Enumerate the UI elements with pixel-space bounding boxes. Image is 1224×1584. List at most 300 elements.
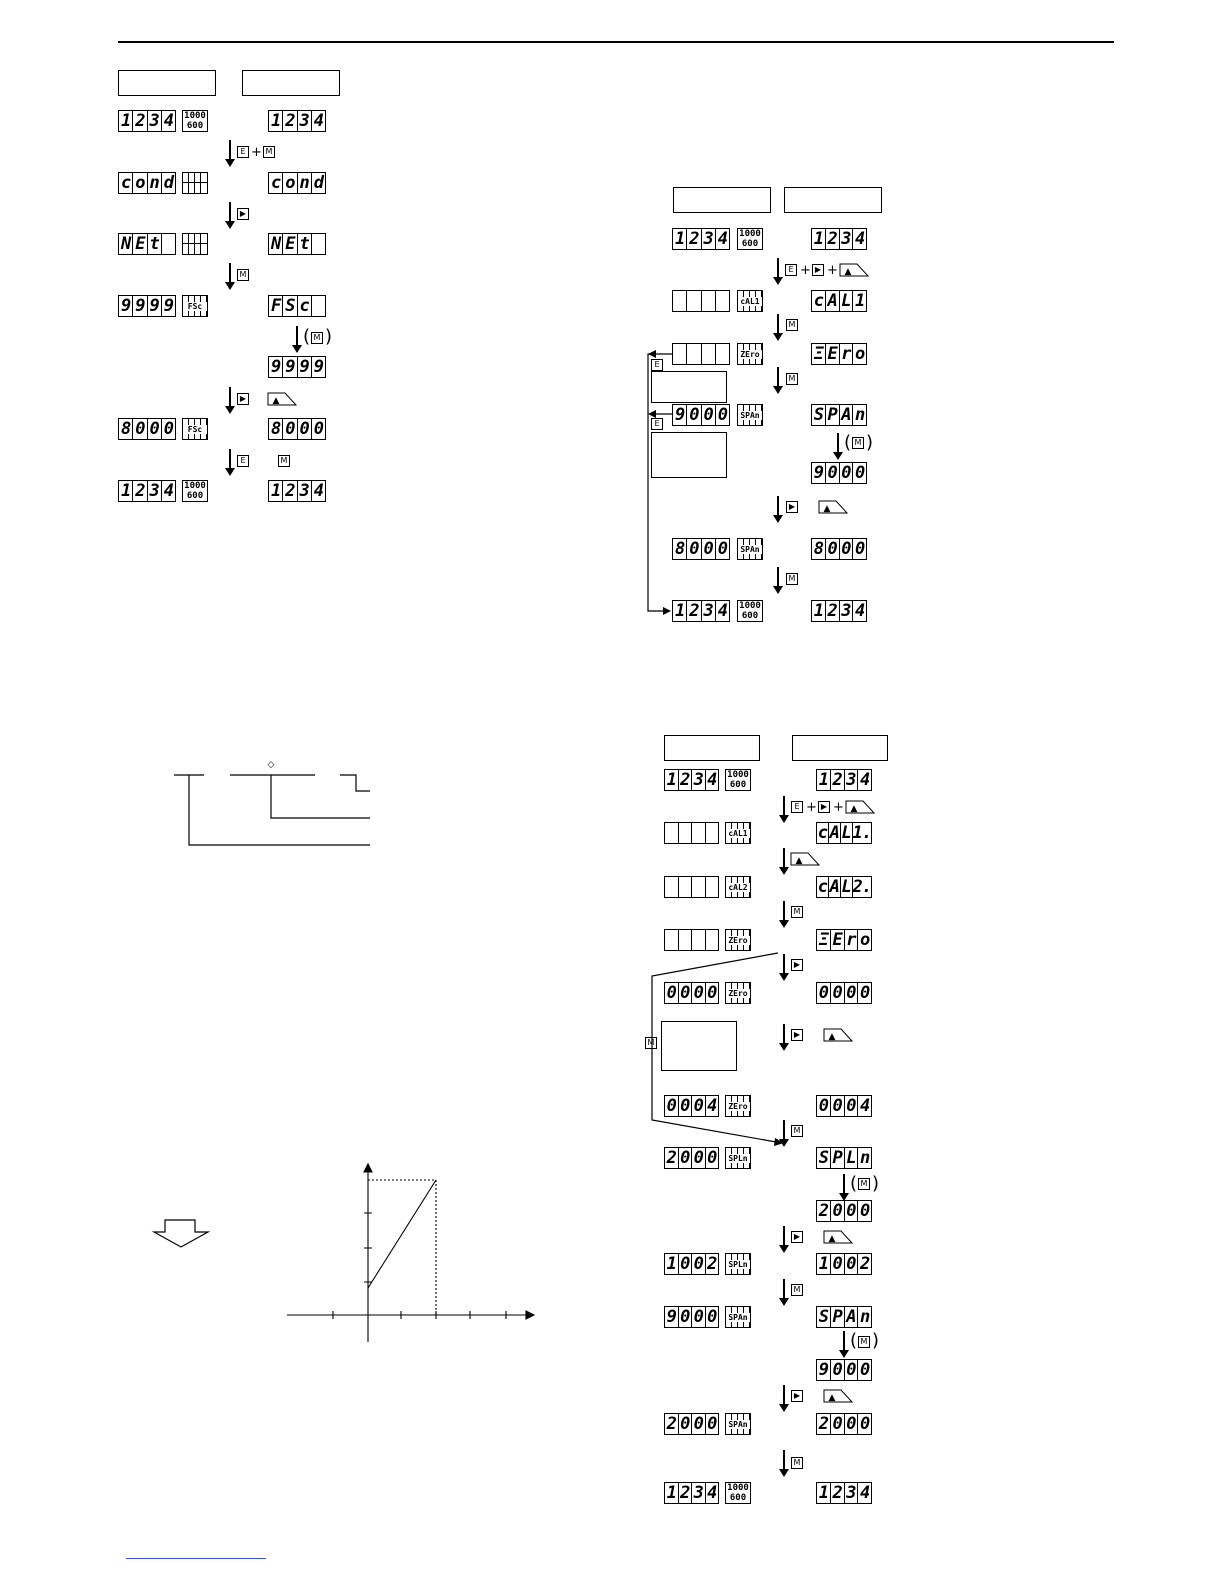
- digit: 0: [678, 983, 692, 1003]
- sub-label: ZEro: [726, 936, 750, 945]
- up-key[interactable]: [790, 852, 820, 866]
- digit: 9: [282, 357, 296, 377]
- mode-key[interactable]: M: [791, 906, 803, 918]
- digit: [686, 344, 700, 364]
- flow-arrow: [783, 848, 785, 868]
- digit: c: [271, 172, 281, 193]
- digit: [691, 823, 705, 843]
- digit: 0: [830, 1254, 844, 1274]
- display-remote: [811, 538, 867, 560]
- digit: 0: [282, 419, 296, 439]
- sub-display-cal: [725, 876, 751, 898]
- digit: E: [282, 234, 296, 254]
- sub-label: SPAn: [738, 545, 762, 554]
- digit: o: [852, 344, 866, 364]
- digit: [665, 930, 678, 950]
- plus-sign: +: [806, 800, 817, 815]
- flow-arrow: [783, 1024, 785, 1044]
- digit: 0: [678, 1414, 692, 1434]
- display-remote: [811, 343, 867, 365]
- digit: 0: [830, 1360, 844, 1380]
- digit: 0: [691, 1414, 705, 1434]
- header-box-left-a: [118, 70, 216, 96]
- sub-label: cAL2: [726, 883, 750, 892]
- mode-key[interactable]: M: [263, 146, 275, 158]
- digit: 4: [715, 601, 729, 621]
- display-main: [118, 172, 176, 194]
- digit: 0: [691, 1254, 705, 1274]
- digit: 0: [691, 983, 705, 1003]
- digit: [673, 291, 686, 311]
- digit: 0: [857, 1201, 871, 1221]
- digit: c: [817, 822, 828, 843]
- enter-key[interactable]: E: [785, 264, 797, 276]
- flow-arrow: [843, 1174, 845, 1194]
- flow-arrow: [777, 496, 779, 516]
- digit: o: [132, 173, 146, 193]
- display-main: [672, 600, 730, 622]
- digit: 0: [132, 419, 146, 439]
- digit: 2: [857, 1254, 871, 1274]
- digit: 2: [830, 770, 844, 790]
- flow-arrow: [296, 326, 298, 346]
- digit: 3: [839, 229, 853, 249]
- digit: 0: [852, 463, 866, 483]
- sub-label: ZEro: [726, 989, 750, 998]
- paren-close: ): [872, 1330, 880, 1351]
- digit: c: [813, 290, 823, 311]
- up-key[interactable]: [267, 392, 297, 406]
- digit: 0: [830, 1096, 844, 1116]
- digit: 0: [666, 982, 676, 1003]
- display-main: [664, 1147, 719, 1169]
- digit: 0: [715, 405, 729, 425]
- display-remote: [816, 769, 872, 791]
- digit: 0: [691, 1148, 705, 1168]
- digit: 0: [701, 539, 715, 559]
- up-key[interactable]: [818, 500, 848, 514]
- sub-display-blank: [182, 172, 208, 194]
- digit: 8: [271, 418, 281, 439]
- mode-key[interactable]: M: [786, 573, 798, 585]
- enter-key[interactable]: E: [651, 418, 663, 430]
- digit: S: [282, 296, 296, 316]
- digit: 0: [311, 419, 325, 439]
- display-main: [664, 876, 719, 898]
- decimal-marker: ◇: [267, 760, 275, 770]
- shift-key[interactable]: ▶: [791, 1390, 803, 1402]
- digit: 1: [666, 769, 676, 790]
- digit: 0: [830, 983, 844, 1003]
- sub-label: FSc: [183, 425, 207, 434]
- digit: F: [271, 295, 281, 316]
- sub-display-dual: 1000 600: [725, 1482, 751, 1504]
- digit: 3: [701, 229, 715, 249]
- digit: 9: [161, 296, 175, 316]
- digit: 0: [857, 983, 871, 1003]
- digit: 2: [705, 1254, 719, 1274]
- display-main: [672, 538, 730, 560]
- display-main: [672, 228, 730, 250]
- mode-key[interactable]: M: [858, 1336, 870, 1348]
- digit: 3: [147, 111, 161, 131]
- digit: n: [147, 173, 161, 193]
- display-main: [664, 1306, 719, 1328]
- mode-key[interactable]: M: [237, 269, 249, 281]
- display-main: [664, 1095, 719, 1117]
- plus-sign: +: [827, 263, 838, 278]
- display-main: [672, 404, 730, 426]
- sub-display-span: [737, 538, 763, 560]
- digit: 3: [701, 601, 715, 621]
- up-key[interactable]: [823, 1230, 853, 1244]
- digit: 4: [161, 481, 175, 501]
- sub-display-zero: [725, 1095, 751, 1117]
- digit: 4: [852, 229, 866, 249]
- up-key[interactable]: [839, 263, 869, 277]
- up-key-label: ▲: [795, 856, 803, 866]
- digit: c: [817, 876, 828, 897]
- digit: 0: [844, 1201, 858, 1221]
- digit: 2: [818, 1413, 828, 1434]
- display-main: [118, 295, 176, 317]
- digit: d: [311, 173, 325, 193]
- digit: A: [829, 876, 839, 897]
- display-remote: [816, 1200, 872, 1222]
- sub-label: cAL1: [738, 297, 762, 306]
- up-key[interactable]: [823, 1028, 853, 1042]
- sub-display-zero: [737, 343, 763, 365]
- display-remote: [816, 1482, 872, 1504]
- digit: 3: [297, 111, 311, 131]
- digit: 9: [121, 295, 131, 316]
- display-remote: [268, 480, 326, 502]
- note-box: [651, 371, 727, 403]
- flow-arrow: [783, 1450, 785, 1470]
- sub-display-spln: [725, 1253, 751, 1275]
- digit: 0: [844, 1096, 858, 1116]
- plus-sign: +: [800, 263, 811, 278]
- digit: [665, 877, 678, 897]
- digit: [673, 344, 686, 364]
- enter-key[interactable]: E: [791, 801, 803, 813]
- digit: [678, 877, 692, 897]
- digit: 0: [818, 1095, 828, 1116]
- digit: 9: [813, 462, 823, 483]
- flow-arrow: [783, 954, 785, 974]
- digit: 2: [686, 229, 700, 249]
- digit: 4: [715, 229, 729, 249]
- flow-arrow: [843, 1331, 845, 1351]
- mode-key[interactable]: M: [791, 1457, 803, 1469]
- digit: 1.: [852, 822, 872, 843]
- up-key[interactable]: [823, 1389, 853, 1403]
- digit: A: [844, 1307, 858, 1327]
- digit: 0: [678, 1148, 692, 1168]
- digit: 0: [825, 463, 839, 483]
- digit: 9: [818, 1359, 828, 1380]
- header-box-right-b: [784, 187, 882, 213]
- digit: S: [818, 1147, 828, 1168]
- digit: P: [825, 405, 839, 425]
- format-bracket: [174, 775, 370, 845]
- digit: [691, 930, 705, 950]
- digit: S: [813, 404, 823, 425]
- display-remote: [816, 1413, 872, 1435]
- digit: [715, 344, 729, 364]
- up-key-label: ▲: [844, 267, 852, 277]
- digit: [691, 877, 705, 897]
- digit: 0: [715, 539, 729, 559]
- digit: 0: [678, 1254, 692, 1274]
- mode-key[interactable]: M: [791, 1284, 803, 1296]
- mode-key[interactable]: M: [311, 332, 323, 344]
- digit: 3: [691, 1483, 705, 1503]
- shift-key[interactable]: ▶: [818, 801, 830, 813]
- digit: 1: [818, 769, 828, 790]
- digit: 4: [705, 770, 719, 790]
- paren-open: (: [850, 1173, 858, 1194]
- display-remote: [816, 1253, 872, 1275]
- digit: 2: [825, 229, 839, 249]
- flow-arrow: [777, 367, 779, 387]
- shift-key[interactable]: ▶: [812, 264, 824, 276]
- sub-display-blank: [182, 233, 208, 255]
- digit: n: [852, 405, 866, 425]
- digit: 0: [705, 1148, 719, 1168]
- enter-key[interactable]: E: [237, 146, 249, 158]
- digit: 9: [147, 296, 161, 316]
- sub-display-dual: 1000 600: [182, 480, 208, 502]
- display-remote: [816, 1306, 872, 1328]
- shift-key[interactable]: ▶: [791, 959, 803, 971]
- top-rule: [118, 41, 1114, 43]
- shift-key[interactable]: ▶: [791, 1029, 803, 1041]
- digit: A: [829, 822, 839, 843]
- mode-key[interactable]: M: [858, 1178, 870, 1190]
- digit: 0: [844, 1360, 858, 1380]
- sub-display-zero: [725, 929, 751, 951]
- digit: 2: [686, 601, 700, 621]
- sub-label: SPLn: [726, 1260, 750, 1269]
- mode-key[interactable]: M: [278, 455, 290, 467]
- digit: 0: [705, 983, 719, 1003]
- digit: 9: [311, 357, 325, 377]
- flow-arrow: [229, 387, 231, 407]
- up-key-label: ▲: [828, 1234, 836, 1244]
- digit: r: [839, 344, 853, 364]
- digit: 2: [666, 1413, 676, 1434]
- sub-label: SPAn: [738, 411, 762, 420]
- sub-display-span: [725, 1306, 751, 1328]
- digit: 4: [857, 770, 871, 790]
- enter-key[interactable]: E: [237, 455, 249, 467]
- display-remote: [816, 929, 872, 951]
- digit: 2: [830, 1483, 844, 1503]
- plus-sign: +: [251, 145, 262, 160]
- digit: L: [841, 822, 851, 843]
- digit: 1: [121, 110, 131, 131]
- digit: 0: [678, 1096, 692, 1116]
- digit: Ξ: [818, 929, 828, 950]
- digit: [701, 344, 715, 364]
- digit: P: [830, 1148, 844, 1168]
- digit: 0: [297, 419, 311, 439]
- digit: 0: [830, 1201, 844, 1221]
- mode-key[interactable]: M: [791, 1125, 803, 1137]
- display-main: [664, 1413, 719, 1435]
- digit: 0: [686, 405, 700, 425]
- digit: [715, 291, 729, 311]
- display-remote: [811, 290, 867, 312]
- enter-key[interactable]: E: [651, 359, 663, 371]
- digit: 1: [852, 291, 866, 311]
- shift-key[interactable]: ▶: [237, 208, 249, 220]
- display-main: [664, 1253, 719, 1275]
- up-key-label: ▲: [850, 804, 858, 814]
- shift-key[interactable]: ▶: [791, 1231, 803, 1243]
- display-main: [118, 418, 176, 440]
- digit: 0: [147, 419, 161, 439]
- shift-key[interactable]: ▶: [237, 393, 249, 405]
- digit: 0: [844, 1414, 858, 1434]
- hollow-arrow-icon: [154, 1220, 208, 1247]
- digit: 1: [271, 480, 281, 501]
- display-main: [664, 982, 719, 1004]
- digit: 3: [147, 481, 161, 501]
- digit: [686, 291, 700, 311]
- mode-key[interactable]: M: [645, 1037, 657, 1049]
- digit: N: [271, 233, 281, 254]
- digit: 2: [678, 770, 692, 790]
- sub-label: FSc: [183, 302, 207, 311]
- footer-link-underline[interactable]: [126, 1558, 266, 1559]
- note-box: [651, 432, 727, 478]
- display-main: [118, 110, 176, 132]
- display-remote: [811, 404, 867, 426]
- digit: 1: [675, 600, 685, 621]
- display-remote: [268, 295, 326, 317]
- digit: c: [297, 296, 311, 316]
- paren-close: ): [866, 432, 874, 453]
- digit: 0: [857, 1414, 871, 1434]
- digit: 0: [686, 539, 700, 559]
- display-remote: [811, 462, 867, 484]
- digit: 4: [705, 1096, 719, 1116]
- digit: 0: [705, 1414, 719, 1434]
- digit: [678, 823, 692, 843]
- sub-label: ZEro: [738, 350, 762, 359]
- display-main: [664, 929, 719, 951]
- digit: 0: [844, 983, 858, 1003]
- sub-display-spln: [725, 1147, 751, 1169]
- paren-close: ): [325, 326, 333, 347]
- display-remote: [268, 418, 326, 440]
- digit: P: [830, 1307, 844, 1327]
- digit: 2: [818, 1200, 828, 1221]
- mode-key[interactable]: M: [852, 437, 864, 449]
- sub-display-span: [737, 404, 763, 426]
- up-key[interactable]: [845, 800, 875, 814]
- up-key-label: ▲: [272, 396, 280, 406]
- header-box-right-c: [664, 735, 760, 761]
- display-remote: [268, 356, 326, 378]
- flow-arrow: [783, 1385, 785, 1405]
- display-remote: [811, 600, 867, 622]
- sub-display-span: [725, 1413, 751, 1435]
- digit: A: [825, 291, 839, 311]
- display-remote: [811, 228, 867, 250]
- digit: 2: [825, 601, 839, 621]
- mode-key[interactable]: M: [786, 373, 798, 385]
- digit: A: [839, 405, 853, 425]
- digit: n: [857, 1307, 871, 1327]
- sub-label: ZEro: [726, 1102, 750, 1111]
- digit: c: [121, 172, 131, 193]
- sub-display-dual: 1000 600: [182, 110, 208, 132]
- flow-arrow: [777, 314, 779, 334]
- digit: 0: [666, 1095, 676, 1116]
- display-remote: [816, 876, 872, 898]
- digit: 2: [132, 111, 146, 131]
- digit: L: [844, 1148, 858, 1168]
- shift-key[interactable]: ▶: [786, 501, 798, 513]
- flow-arrow: [783, 1226, 785, 1246]
- digit: 3: [839, 601, 853, 621]
- sub-display-dual: 1000 600: [737, 600, 763, 622]
- digit: S: [818, 1306, 828, 1327]
- digit: 2: [282, 111, 296, 131]
- plus-sign: +: [833, 800, 844, 815]
- digit: 0: [691, 1096, 705, 1116]
- digit: 0: [857, 1360, 871, 1380]
- sub-display-cal: [725, 822, 751, 844]
- digit: r: [844, 930, 858, 950]
- digit: 2.: [852, 876, 872, 897]
- sub-label: cAL1: [726, 829, 750, 838]
- calibration-graph: [287, 1164, 534, 1342]
- digit: 4: [311, 111, 325, 131]
- digit: [705, 877, 719, 897]
- digit: [311, 234, 325, 254]
- sub-display-fsc: [182, 295, 208, 317]
- digit: 9: [297, 357, 311, 377]
- digit: 4: [705, 1483, 719, 1503]
- flow-arrow: [229, 140, 231, 160]
- display-remote: [816, 822, 872, 844]
- sub-display-fsc: [182, 418, 208, 440]
- digit: [311, 296, 325, 316]
- digit: o: [857, 930, 871, 950]
- mode-key[interactable]: M: [786, 319, 798, 331]
- flow-arrow: [229, 263, 231, 283]
- digit: 0: [830, 1414, 844, 1434]
- digit: t: [297, 234, 311, 254]
- digit: 9: [132, 296, 146, 316]
- note-box: [661, 1021, 737, 1071]
- digit: 4: [857, 1483, 871, 1503]
- display-main: [664, 822, 719, 844]
- digit: 0: [839, 463, 853, 483]
- digit: [705, 930, 719, 950]
- display-main: [672, 343, 730, 365]
- digit: 0: [818, 982, 828, 1003]
- digit: 0: [701, 405, 715, 425]
- up-key-label: ▲: [828, 1032, 836, 1042]
- digit: [705, 823, 719, 843]
- digit: 1: [271, 110, 281, 131]
- digit: E: [830, 930, 844, 950]
